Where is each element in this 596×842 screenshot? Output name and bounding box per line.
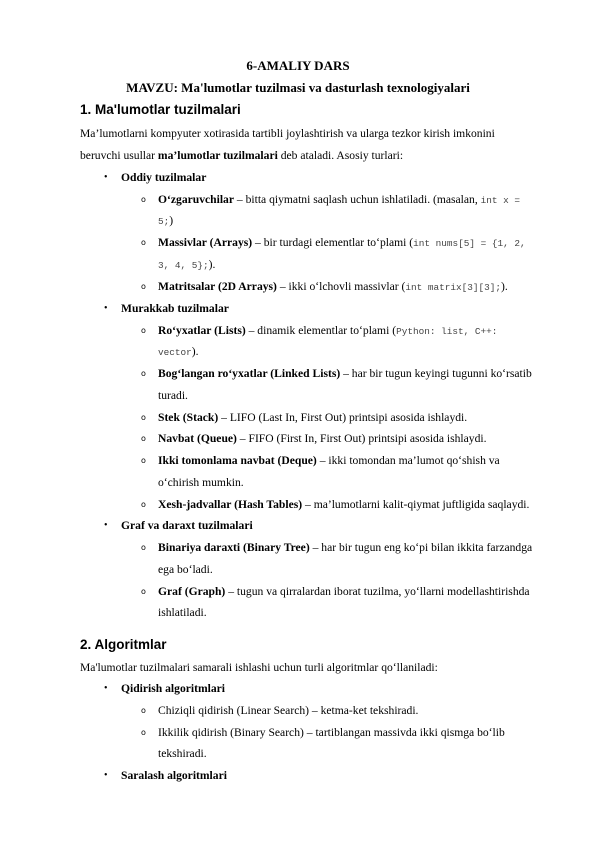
sub-bullet-marker: o <box>141 706 146 715</box>
item-binary-tree: Binariya daraxti (Binary Tree) – har bir tugun eng ko‘pi bilan ikkita farzandga <box>158 541 533 554</box>
bullet-marker: • <box>104 520 108 531</box>
item-ozgaruvchilar-cont: 5;) <box>158 214 174 227</box>
bullet-marker: • <box>104 172 108 183</box>
category-oddiy: Oddiy tuzilmalar <box>121 171 207 184</box>
item-navbat: Navbat (Queue) – FIFO (First In, First Out) printsipi asosida ishlaydi. <box>158 432 487 445</box>
item-binary-tree-cont: ega bo‘ladi. <box>158 563 213 576</box>
item-massivlar: Massivlar (Arrays) – bir turdagi elementlar to‘plami (int nums[5] = {1, 2, <box>158 236 526 249</box>
bullet-marker: • <box>104 683 108 694</box>
item-binary-search: Ikkilik qidirish (Binary Search) – tartiblangan massivda ikki qismga bo‘lib <box>158 726 505 739</box>
section-1-heading: 1. Ma'lumotlar tuzilmalari <box>80 102 241 117</box>
item-binary-search-cont: tekshiradi. <box>158 747 207 760</box>
document-title: 6-AMALIY DARS <box>246 58 350 73</box>
item-deque: Ikki tomonlama navbat (Deque) – ikki tomondan ma’lumot qo‘shish va <box>158 454 500 467</box>
category-qidirish: Qidirish algoritmlari <box>121 682 226 695</box>
section-1-intro-line-2: beruvchi usullar ma’lumotlar tuzilmalari deb ataladi. Asosiy turlari: <box>80 149 404 162</box>
sub-bullet-marker: o <box>141 434 146 443</box>
sub-bullet-marker: o <box>141 369 146 378</box>
sub-bullet-marker: o <box>141 195 146 204</box>
item-ozgaruvchilar: O‘zgaruvchilar – bitta qiymatni saqlash uchun ishlatiladi. (masalan, int x = <box>158 193 521 206</box>
item-matritsalar: Matritsalar (2D Arrays) – ikki o‘lchovli massivlar (int matrix[3][3];). <box>158 280 508 293</box>
sub-bullet-marker: o <box>141 543 146 552</box>
bullet-marker: • <box>104 303 108 314</box>
item-hash-tables: Xesh-jadvallar (Hash Tables) – ma’lumotlarni kalit-qiymat juftligida saqlaydi. <box>158 498 530 511</box>
item-linear-search: Chiziqli qidirish (Linear Search) – ketma-ket tekshiradi. <box>158 704 419 717</box>
sub-bullet-marker: o <box>141 728 146 737</box>
item-graph-cont: ishlatiladi. <box>158 606 207 619</box>
item-graph: Graf (Graph) – tugun va qirralardan iborat tuzilma, yo‘llarni modellashtirishda <box>158 585 530 598</box>
category-saralash: Saralash algoritmlari <box>121 769 227 782</box>
sub-bullet-marker: o <box>141 282 146 291</box>
item-linked-lists-cont: turadi. <box>158 389 188 402</box>
bullet-marker: • <box>104 770 108 781</box>
item-stek: Stek (Stack) – LIFO (Last In, First Out) printsipi asosida ishlaydi. <box>158 411 468 424</box>
document-subtitle: MAVZU: Ma'lumotlar tuzilmasi va dasturlash texnologiyalari <box>126 80 470 95</box>
sub-bullet-marker: o <box>141 326 146 335</box>
item-royxatlar: Ro‘yxatlar (Lists) – dinamik elementlar to‘plami (Python: list, C++: <box>158 324 498 337</box>
sub-bullet-marker: o <box>141 500 146 509</box>
section-2-heading: 2. Algoritmlar <box>80 637 167 652</box>
sub-bullet-marker: o <box>141 456 146 465</box>
item-deque-cont: o‘chirish mumkin. <box>158 476 244 489</box>
sub-bullet-marker: o <box>141 238 146 247</box>
item-linked-lists: Bog‘langan ro‘yxatlar (Linked Lists) – har bir tugun keyingi tugunni ko‘rsatib <box>158 367 532 380</box>
sub-bullet-marker: o <box>141 413 146 422</box>
category-graf: Graf va daraxt tuzilmalari <box>121 519 253 532</box>
sub-bullet-marker: o <box>141 587 146 596</box>
section-1-intro-line-1: Ma’lumotlarni kompyuter xotirasida tartibli joylashtirish va ularga tezkor kirish imkonini <box>80 127 495 140</box>
item-royxatlar-cont: vector). <box>158 345 199 358</box>
item-massivlar-cont: 3, 4, 5};). <box>158 258 216 271</box>
category-murakkab: Murakkab tuzilmalar <box>121 302 229 315</box>
section-2-intro: Ma'lumotlar tuzilmalari samarali ishlashi uchun turli algoritmlar qo‘llaniladi: <box>80 661 438 674</box>
